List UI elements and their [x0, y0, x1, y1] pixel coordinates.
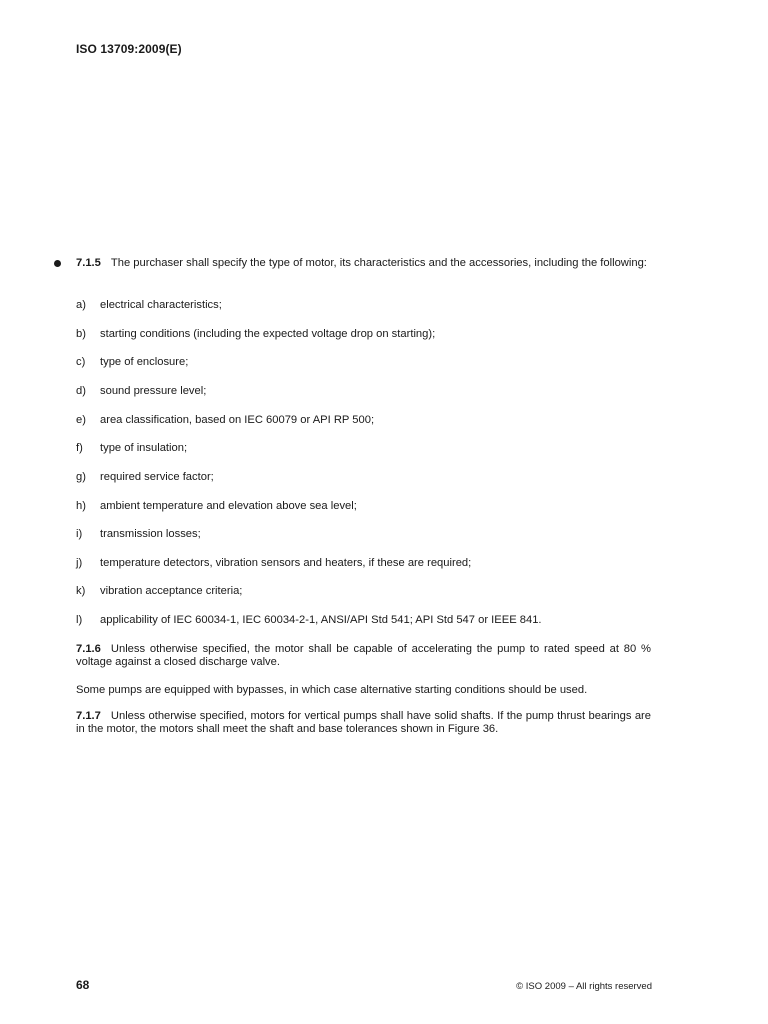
list-item: a) electrical characteristics;: [76, 299, 222, 311]
clause-text: Unless otherwise specified, the motor shall be capable of accelerating the pump to rated speed at 80 % voltage against a closed discharge valve.: [76, 643, 651, 668]
list-item: b) starting conditions (including the expected voltage drop on starting);: [76, 328, 436, 340]
document-header: ISO 13709:2009(E): [76, 42, 182, 56]
list-item: d) sound pressure level;: [76, 385, 207, 397]
page-number: 68: [76, 978, 90, 992]
clause-number: 7.1.7: [76, 710, 101, 722]
clause-7-1-7: [76, 710, 651, 736]
list-item: g) required service factor;: [76, 471, 214, 483]
copyright-notice: © ISO 2009 – All rights reserved: [516, 981, 652, 992]
clause-7-1-6: [76, 643, 651, 669]
note-paragraph: Some pumps are equipped with bypasses, in which case alternative starting conditions should be used.: [76, 684, 588, 696]
list-item: i) transmission losses;: [76, 528, 201, 540]
list-item: h) ambient temperature and elevation above sea level;: [76, 500, 357, 512]
clause-text: The purchaser shall specify the type of motor, its characteristics and the accessories, including the following:: [110, 257, 647, 269]
list-item: j) temperature detectors, vibration sensors and heaters, if these are required;: [76, 557, 472, 569]
clause-7-1-5: [76, 257, 651, 270]
list-item: f) type of insulation;: [76, 442, 188, 454]
clause-number: 7.1.5: [76, 257, 101, 269]
clause-number: 7.1.6: [76, 643, 101, 655]
change-bullet-icon: [54, 260, 61, 267]
list-item: l) applicability of IEC 60034-1, IEC 60034-2-1, ANSI/API Std 541; API Std 547 or IEEE 841.: [76, 614, 542, 626]
list-item: c) type of enclosure;: [76, 356, 189, 368]
clause-text: Unless otherwise specified, motors for vertical pumps shall have solid shafts. If the pump thrust bearings are in the motor, the motors shall meet the shaft and base tolerances shown in Figure 36.: [76, 710, 651, 735]
list-item: e) area classification, based on IEC 60079 or API RP 500;: [76, 414, 375, 426]
list-item: k) vibration acceptance criteria;: [76, 585, 243, 597]
